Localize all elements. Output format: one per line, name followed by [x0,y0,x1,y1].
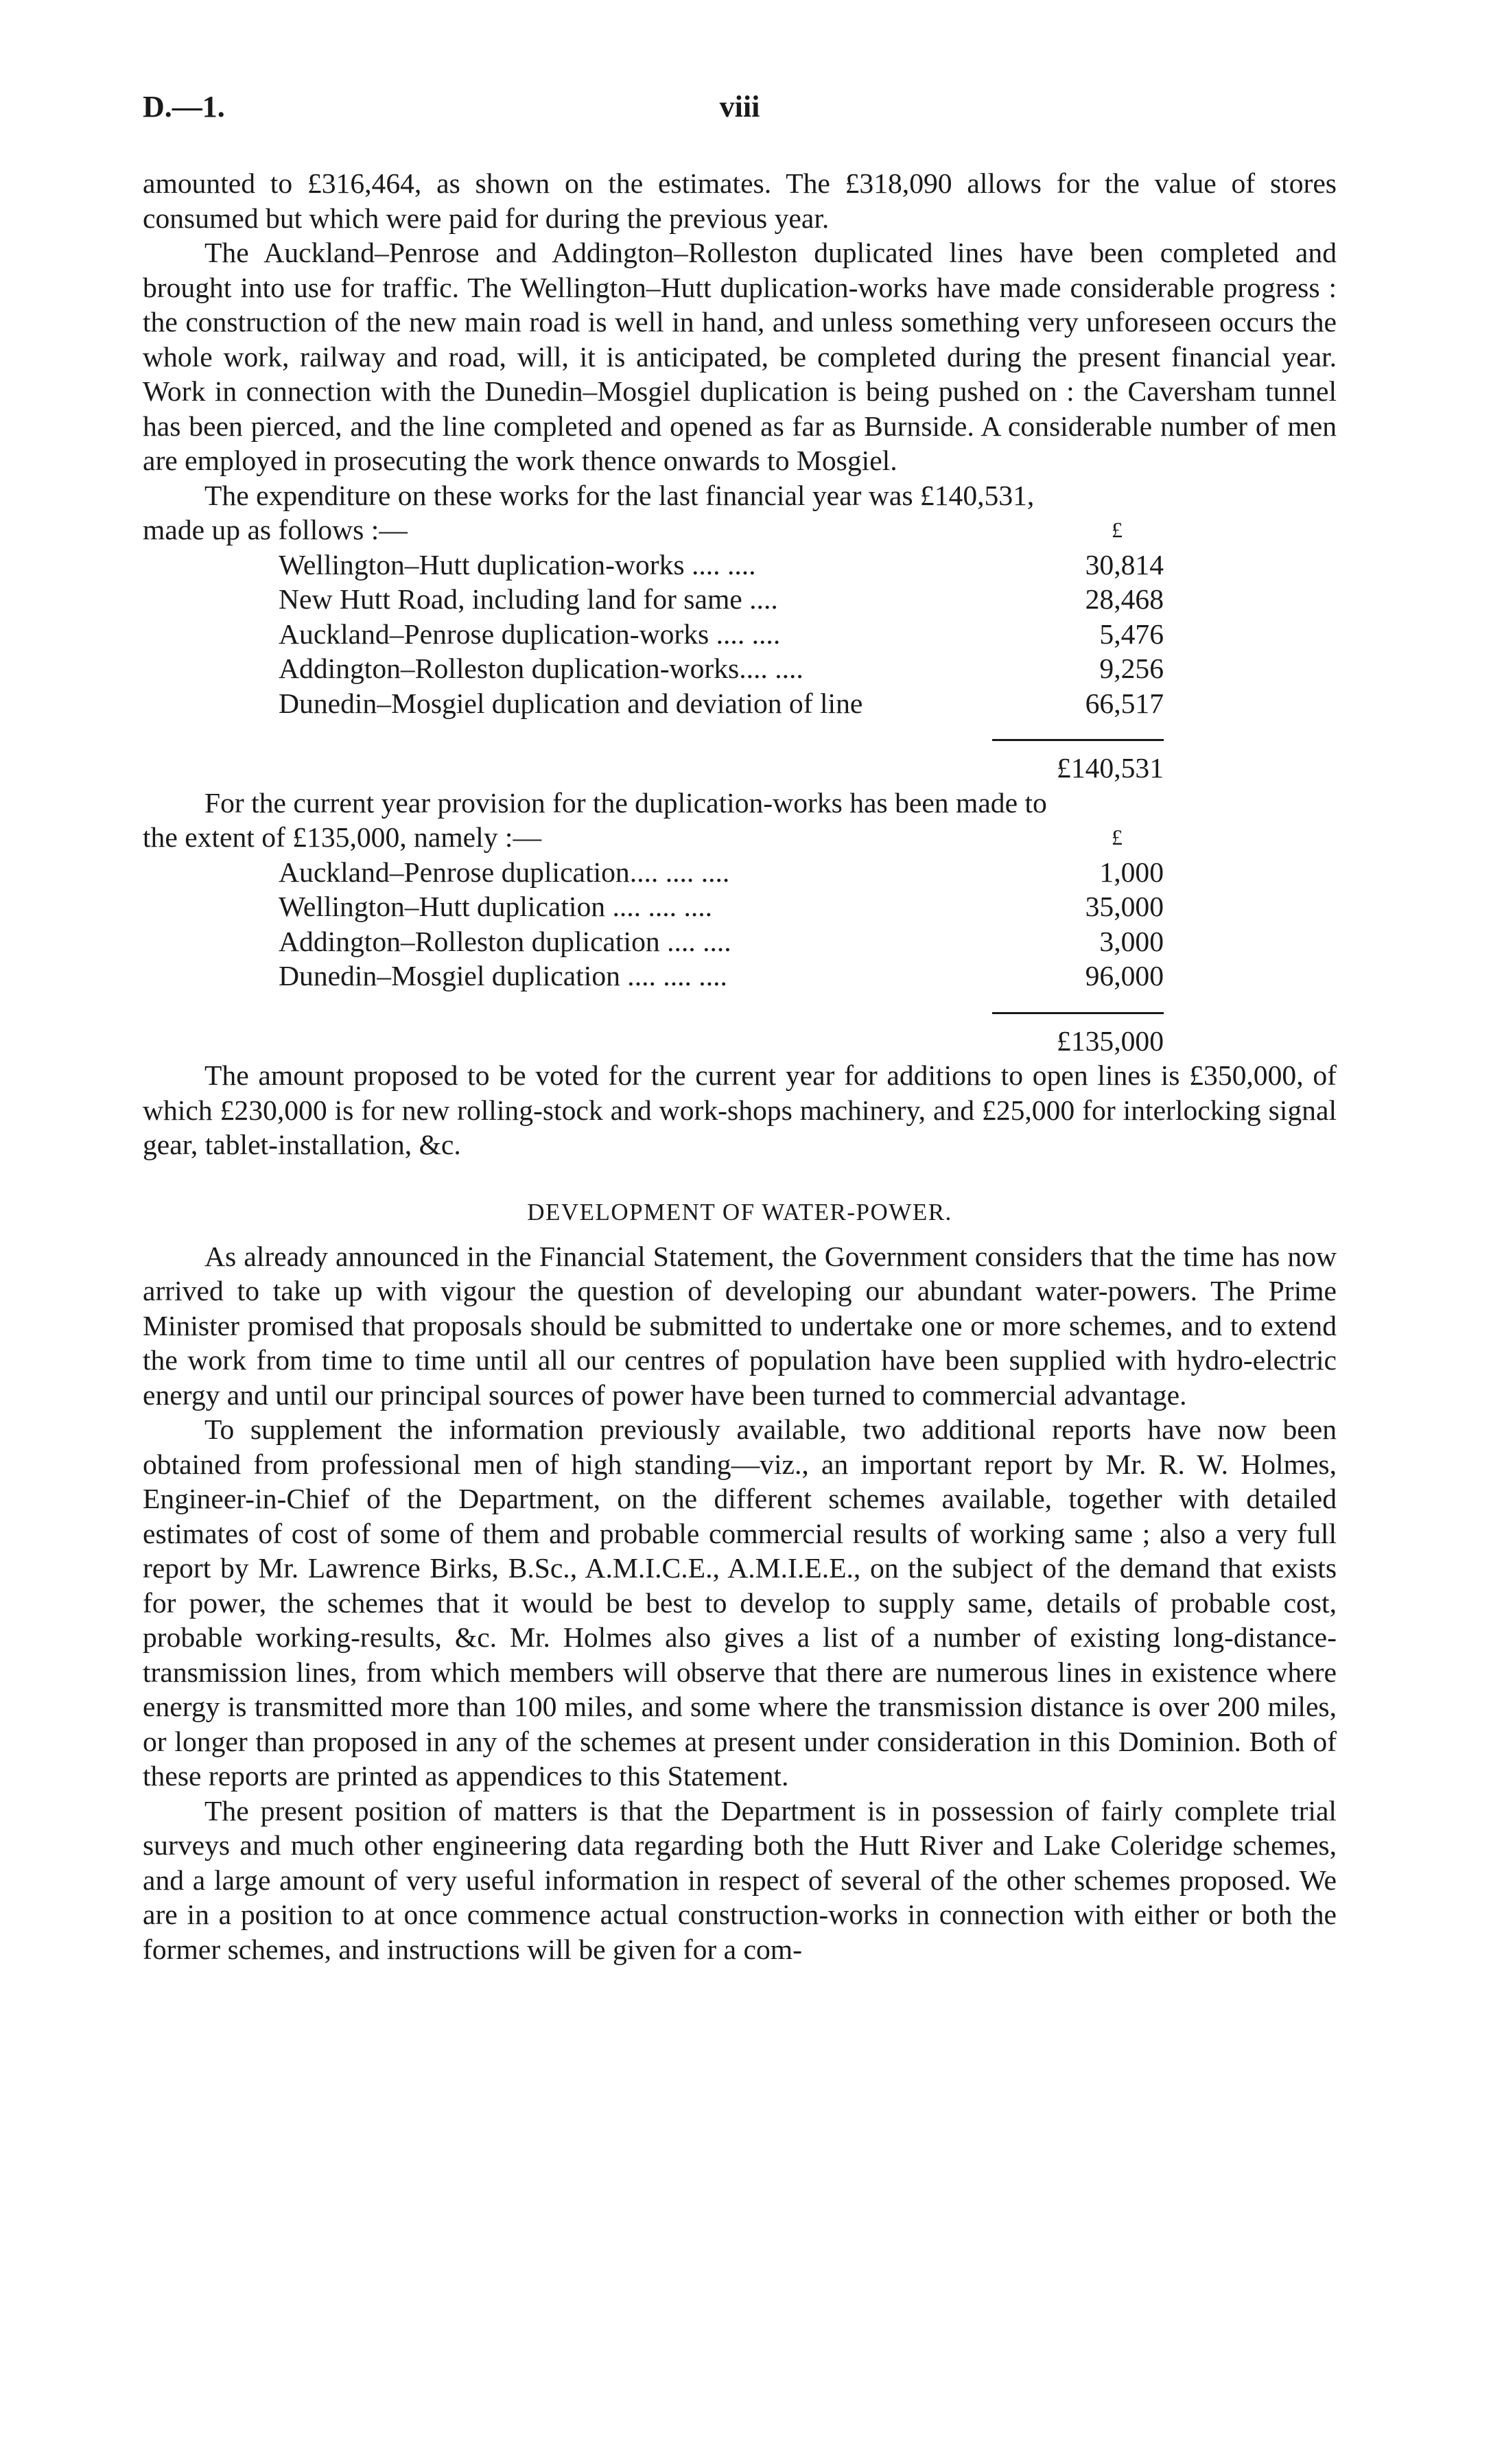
table-intro-line [143,513,1337,548]
total-amount: £135,000 [1057,1024,1164,1057]
table-row [279,582,1342,617]
table-row [279,651,1342,686]
row-amount: 3,000 [1099,925,1164,957]
page-header [143,89,1337,139]
paragraph: The Auckland–Penrose and Addington–Rolleston duplicated lines have been completed and brought into use for traffic. The Wellington–Hutt duplication-works have made considerable progress : the construction of the new main road is well in hand, and unless something very unforeseen occurs the whole work, railway and road, will, it is anticipated, be completed during the present financial year. Work in connection with the Dunedin–Mosgiel duplication is being pushed on : the Caversham tunnel has been pierced, and the line completed and opened as far as Burnside. A considerable number of men are employed in prosecuting the work thence onwards to Mosgiel. [143,237,1337,476]
row-label: Addington–Rolleston duplication .... .... [279,925,731,957]
currency-unit: £ [1112,825,1123,849]
row-label: Dunedin–Mosgiel duplication .... .... .... [279,960,727,992]
table-intro-line [143,820,1337,855]
provision-table [279,855,1342,1059]
row-label: Addington–Rolleston duplication-works.... .... [279,653,803,684]
paragraph: To supplement the information previously available, two additional reports have now been obtained from professional men of high standing—viz., an important report by Mr. R. W. Holmes, Engineer-in-Chief of the Department, on the different schemes available, together with detailed estimates of cost of some of them and probable commercial results of working same ; also a very full report by Mr. Lawrence Birks, B.Sc., A.M.I.C.E., A.M.I.E.E., on the subject of the demand that exists for power, the schemes that it would be best to develop to supply same, details of probable cost, probable working-results, &c. Mr. Holmes also gives a list of a number of existing long-distance-transmission lines, from which members will observe that there are numerous lines in existence where energy is transmitted more than 100 miles, and some where the transmission distance is over 200 miles, or longer than proposed in any of the schemes at present under consideration in this Dominion. Both of these reports are printed as appendices to this Statement. [143,1413,1337,1792]
total-rule [279,720,1342,741]
row-label: Auckland–Penrose duplication.... .... .... [279,856,730,888]
row-label: Wellington–Hutt duplication-works .... .... [279,548,756,580]
total-row [279,1024,1342,1059]
row-amount: 96,000 [1085,960,1164,992]
table-row [279,959,1342,994]
paragraph-continuation: the extent of £135,000, namely :— [143,821,542,853]
section-heading: DEVELOPMENT OF WATER-POWER. [527,1198,952,1225]
row-amount: 66,517 [1085,687,1164,719]
paragraph: As already announced in the Financial Statement, the Government considers that the time has now arrived to take up with vigour the question of developing our abundant water-powers. The Prime Minister promised that proposals should be submitted to undertake one or more schemes, and to extend the work from time to time until all our centres of population have been supplied with hydro-electric energy and until our principal sources of power have been turned to commercial advantage. [143,1240,1337,1411]
currency-unit: £ [1112,517,1123,542]
total-row [279,751,1342,786]
table-row [279,686,1342,721]
total-amount: £140,531 [1057,752,1164,784]
page-number: viii [719,90,760,124]
paragraph-continuation: made up as follows :— [143,514,408,545]
table-row [279,889,1342,924]
document-code: D.—1. [143,90,225,124]
table-row [279,548,1342,583]
row-label: Auckland–Penrose duplication-works .... .... [279,618,781,650]
row-label: Dunedin–Mosgiel duplication and deviation of line [279,687,863,719]
total-rule [279,994,1342,1014]
row-label: Wellington–Hutt duplication .... .... .... [279,891,713,922]
document-page [143,89,1337,1967]
row-amount: 1,000 [1099,856,1164,888]
expenditure-table [279,548,1342,786]
paragraph: The present position of matters is that the Department is in possession of fairly complete trial surveys and much other engineering data regarding both the Hutt River and Lake Coleridge schemes, and a large amount of very useful information in respect of several of the other schemes proposed. We are in a position to at once commence actual construction-works in connection with either or both the former schemes, and instructions will be given for a com- [143,1794,1337,1965]
row-amount: 9,256 [1099,653,1164,684]
row-amount: 30,814 [1085,548,1164,580]
paragraph: The expenditure on these works for the last financial year was £140,531, [204,479,1035,511]
row-label: New Hutt Road, including land for same .... [279,583,778,615]
table-row [279,924,1342,959]
paragraph: amounted to £316,464, as shown on the estimates. The £318,090 allows for the value of stores consumed but which were paid for during the previous year. [143,167,1337,234]
row-amount: 28,468 [1085,583,1164,615]
row-amount: 5,476 [1099,618,1164,650]
table-row [279,617,1342,652]
table-row [279,855,1342,890]
paragraph: For the current year provision for the duplication-works has been made to [204,786,1047,819]
paragraph: The amount proposed to be voted for the current year for additions to open lines is £350,000, of which £230,000 is for new rolling-stock and work-shops machinery, and £25,000 for interlocking signal gear, tablet-installation, &c. [143,1059,1337,1160]
row-amount: 35,000 [1085,891,1164,922]
